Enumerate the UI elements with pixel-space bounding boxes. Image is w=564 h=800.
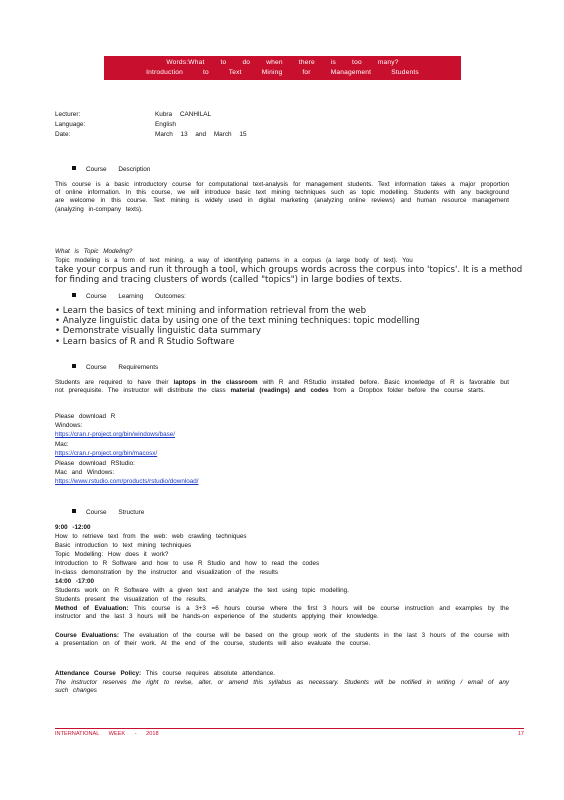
list-item: • Learn basics of R and R Studio Software xyxy=(55,336,235,347)
topic-modeling-answer: Topic modeling is a form of text mining, a way of identifying patterns in a corpus (a large body of text). You xyxy=(55,257,413,264)
footer-label: INTERNATIONAL WEEK - 2018 xyxy=(55,731,159,737)
structure-line: Basic introduction to text mining techniques xyxy=(55,542,192,549)
structure-line: How to retrieve text from the web: web crawling techniques xyxy=(55,533,247,540)
square-bullet-icon xyxy=(72,364,76,368)
download-r-label: Please download R xyxy=(55,413,116,420)
list-item: • Demonstrate visually linguistic data summary xyxy=(55,326,261,337)
attendance-policy: Attendance Course Policy: This course requires absolute attendance. xyxy=(55,670,276,677)
square-bullet-icon xyxy=(72,509,76,513)
meta-value: March 13 and March 15 xyxy=(155,131,247,138)
topic-modeling-question: What is Topic Modeling? xyxy=(55,248,133,255)
heading-course-requirements: Course Requirements xyxy=(72,364,158,371)
banner-title-line2: Introduction to Text Mining for Management Students xyxy=(146,69,419,76)
mac-windows-label: Mac and Windows: xyxy=(55,469,115,476)
course-description-text: This course is a basic introductory course for computational text-analysis for management students. Text information takes a major proportion of online information. In this course, we will introduce basic text mining techniques such as topic modelling. Students with any background are welcome in this course. Text mining is widely used in digital marketing (analyzing online reviews) and human resource management (analyzing in-company texts). xyxy=(55,181,509,213)
meta-key: Lecturer: xyxy=(55,111,81,118)
mac-label: Mac: xyxy=(55,441,69,448)
structure-line: Students present the visualization of the results. xyxy=(55,596,207,603)
heading-course-structure: Course Structure xyxy=(72,509,144,516)
learning-outcomes-list xyxy=(55,306,525,347)
link-rstudio[interactable]: https://www.rstudio.com/products/rstudio/download/ xyxy=(55,478,199,485)
structure-line: Topic Modelling: How does it work? xyxy=(55,551,169,558)
download-rstudio-label: Please download RStudio: xyxy=(55,460,135,467)
meta-value: English xyxy=(155,121,176,128)
square-bullet-icon xyxy=(72,166,76,170)
link-r-windows[interactable]: https://cran.r-project.org/bin/windows/base/ xyxy=(55,431,176,438)
method-of-evaluation: Method of Evaluation: This course is a 3+3 =6 hours course where the first 3 hours will be course instruction and examples by the instructor and the last 3 hours will be hands-on experience of the students applying their knowledge. xyxy=(55,605,509,621)
heading-course-description: Course Description xyxy=(72,166,150,173)
windows-label: Windows: xyxy=(55,422,83,429)
structure-line: In-class demonstration by the instructor and visualization of the results xyxy=(55,569,278,576)
meta-value: Kubra CANHILAL xyxy=(155,111,212,118)
page-footer xyxy=(55,728,524,737)
square-bullet-icon xyxy=(72,293,76,297)
time-slot-morning: 9:00 -12:00 xyxy=(55,524,91,531)
list-item: • Learn the basics of text mining and information retrieval from the web xyxy=(55,306,367,316)
requirements-text: Students are required to have their laptops in the classroom with R and RStudio installed before. Basic knowledge of R is favorable but not prerequisite. The instructor will distribute the class material (readings) and codes from a Dropbox folder before the course starts. xyxy=(55,379,509,395)
course-evaluations: Course Evaluations: The evaluation of the course will be based on the group work of the students in the last 3 hours of the course with a presentation on of their work. At the end of the course, students will also evaluate the course. xyxy=(55,632,509,648)
heading-learning-outcomes: Course Learning Outcomes: xyxy=(72,293,186,300)
instructor-note: The instructor reserves the right to revise, alter, or amend this syllabus as necessary. Students will be notified in writing / email of any such changes xyxy=(55,679,509,695)
list-item: • Analyze linguistic data by using one of the text mining techniques: topic modelling xyxy=(55,316,420,327)
structure-line: Students work on R Software with a given text and analyze the text using topic modelling. xyxy=(55,587,349,594)
page-number: 17 xyxy=(517,731,524,737)
banner-title-line1: Words:What to do when there is too many? xyxy=(166,59,399,66)
topic-modeling-answer-large: take your corpus and run it through a tool, which groups words across the corpus into 'topics'. It is a method for finding and tracing clusters of words (called "topics") in large bodies of texts. xyxy=(55,265,523,286)
rstudio-link-row xyxy=(55,478,509,486)
meta-key: Language: xyxy=(55,121,86,128)
meta-key: Date: xyxy=(55,131,71,138)
time-slot-afternoon: 14:00 -17:00 xyxy=(55,578,95,585)
mac-link-row xyxy=(55,450,509,458)
windows-link-row xyxy=(55,431,509,439)
link-r-mac[interactable]: https://cran.r-project.org/bin/macosx/ xyxy=(55,450,158,457)
title-banner xyxy=(104,56,461,80)
structure-line: Introduction to R Software and how to use R Studio and how to read the codes xyxy=(55,560,320,567)
